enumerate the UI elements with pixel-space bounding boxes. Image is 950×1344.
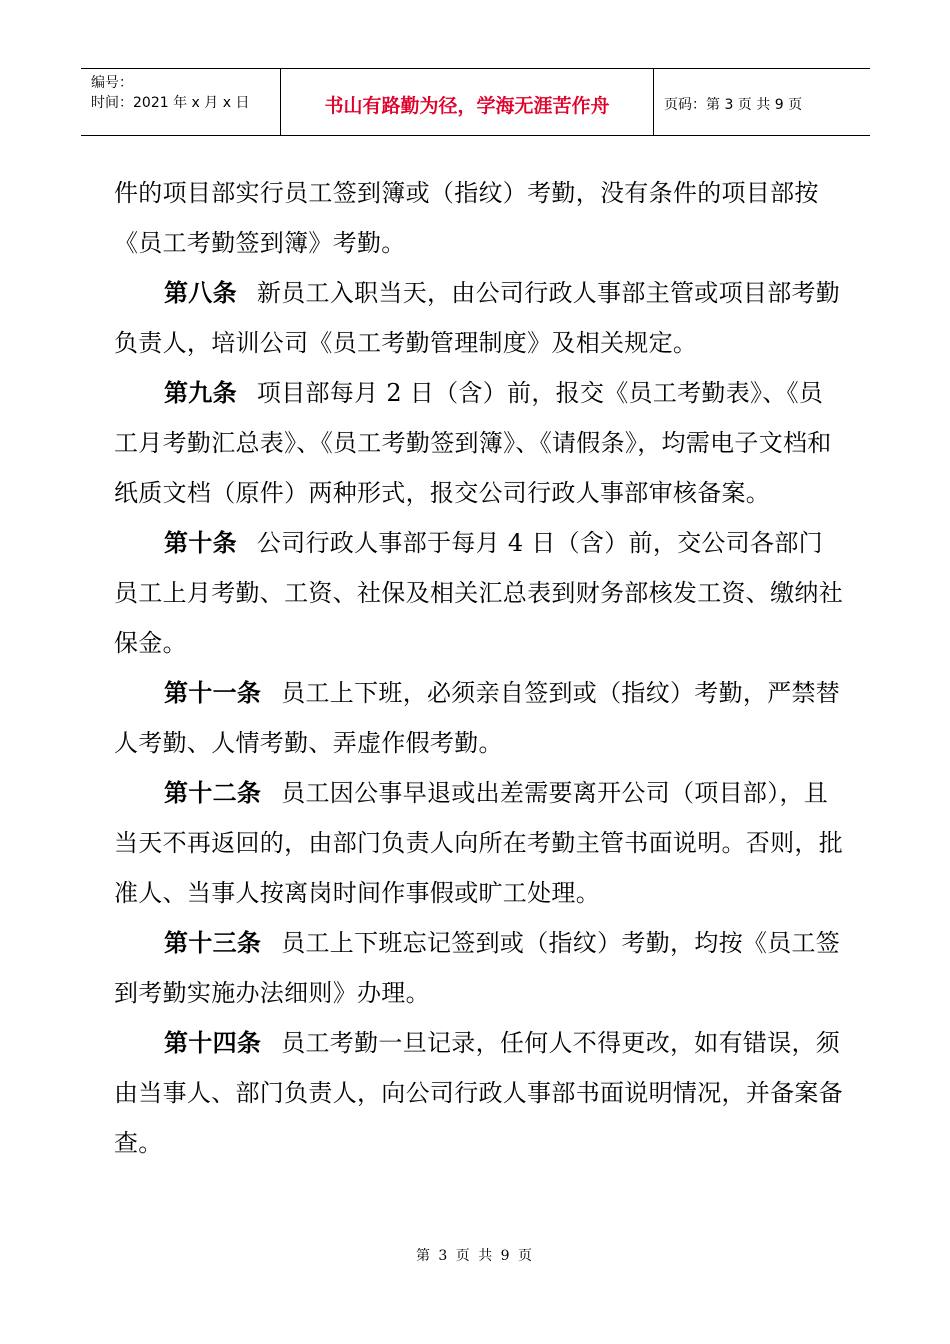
article-title: 第十三条 [164,928,262,957]
article-text: 新员工入职当天，由公司行政人事部主管或项目部考勤负责人，培训公司《员工考勤管理制度》及相关规定。 [114,279,841,357]
page-footer: 第 3 页 共 9 页 [415,1248,535,1264]
article-title: 第十一条 [164,678,262,707]
page-header [81,68,870,136]
article-title: 第十条 [164,528,237,557]
article-text: 员工上下班，必须亲自签到或（指纹）考勤，严禁替人考勤、人情考勤、弄虚作假考勤。 [114,679,841,757]
article-10 [114,518,844,668]
article-title: 第九条 [164,378,237,407]
article-text: 员工上下班忘记签到或（指纹）考勤，均按《员工签到考勤实施办法细则》办理。 [114,929,841,1007]
header-info [81,69,281,135]
article-8 [114,268,844,368]
header-motto: 书山有路勤为径，学海无涯苦作舟 [281,69,654,135]
article-title: 第十四条 [164,1028,262,1057]
article-text: 公司行政人事部于每月 4 日（含）前，交公司各部门员工上月考勤、工资、社保及相关汇总表到财务部核发工资、缴纳社保金。 [114,529,843,657]
document-body [114,168,844,1168]
document-number-label: 编号： [91,75,133,91]
article-11 [114,668,844,768]
article-text: 员工考勤一旦记录，任何人不得更改，如有错误，须由当事人、部门负责人，向公司行政人事部书面说明情况，并备案备查。 [114,1029,843,1157]
article-9 [114,368,844,518]
continuation-paragraph: 件的项目部实行员工签到簿或（指纹）考勤，没有条件的项目部按《员工考勤签到簿》考勤。 [114,179,819,257]
article-14 [114,1018,844,1168]
article-text: 员工因公事早退或出差需要离开公司（项目部），且当天不再返回的，由部门负责人向所在考勤主管书面说明。否则，批准人、当事人按离岗时间作事假或旷工处理。 [114,779,843,907]
header-page-number: 页码：第 3 页 共 9 页 [664,97,803,113]
article-12 [114,768,844,918]
article-title: 第十二条 [164,778,262,807]
article-title: 第八条 [164,278,237,307]
document-time-label: 时间：2021 年 x 月 x 日 [91,95,250,111]
article-13 [114,918,844,1018]
article-text: 项目部每月 2 日（含）前，报交《员工考勤表》、《员工月考勤汇总表》、《员工考勤签到簿》、《请假条》，均需电子文档和纸质文档（原件）两种形式，报交公司行政人事部审核备案。 [114,379,832,507]
